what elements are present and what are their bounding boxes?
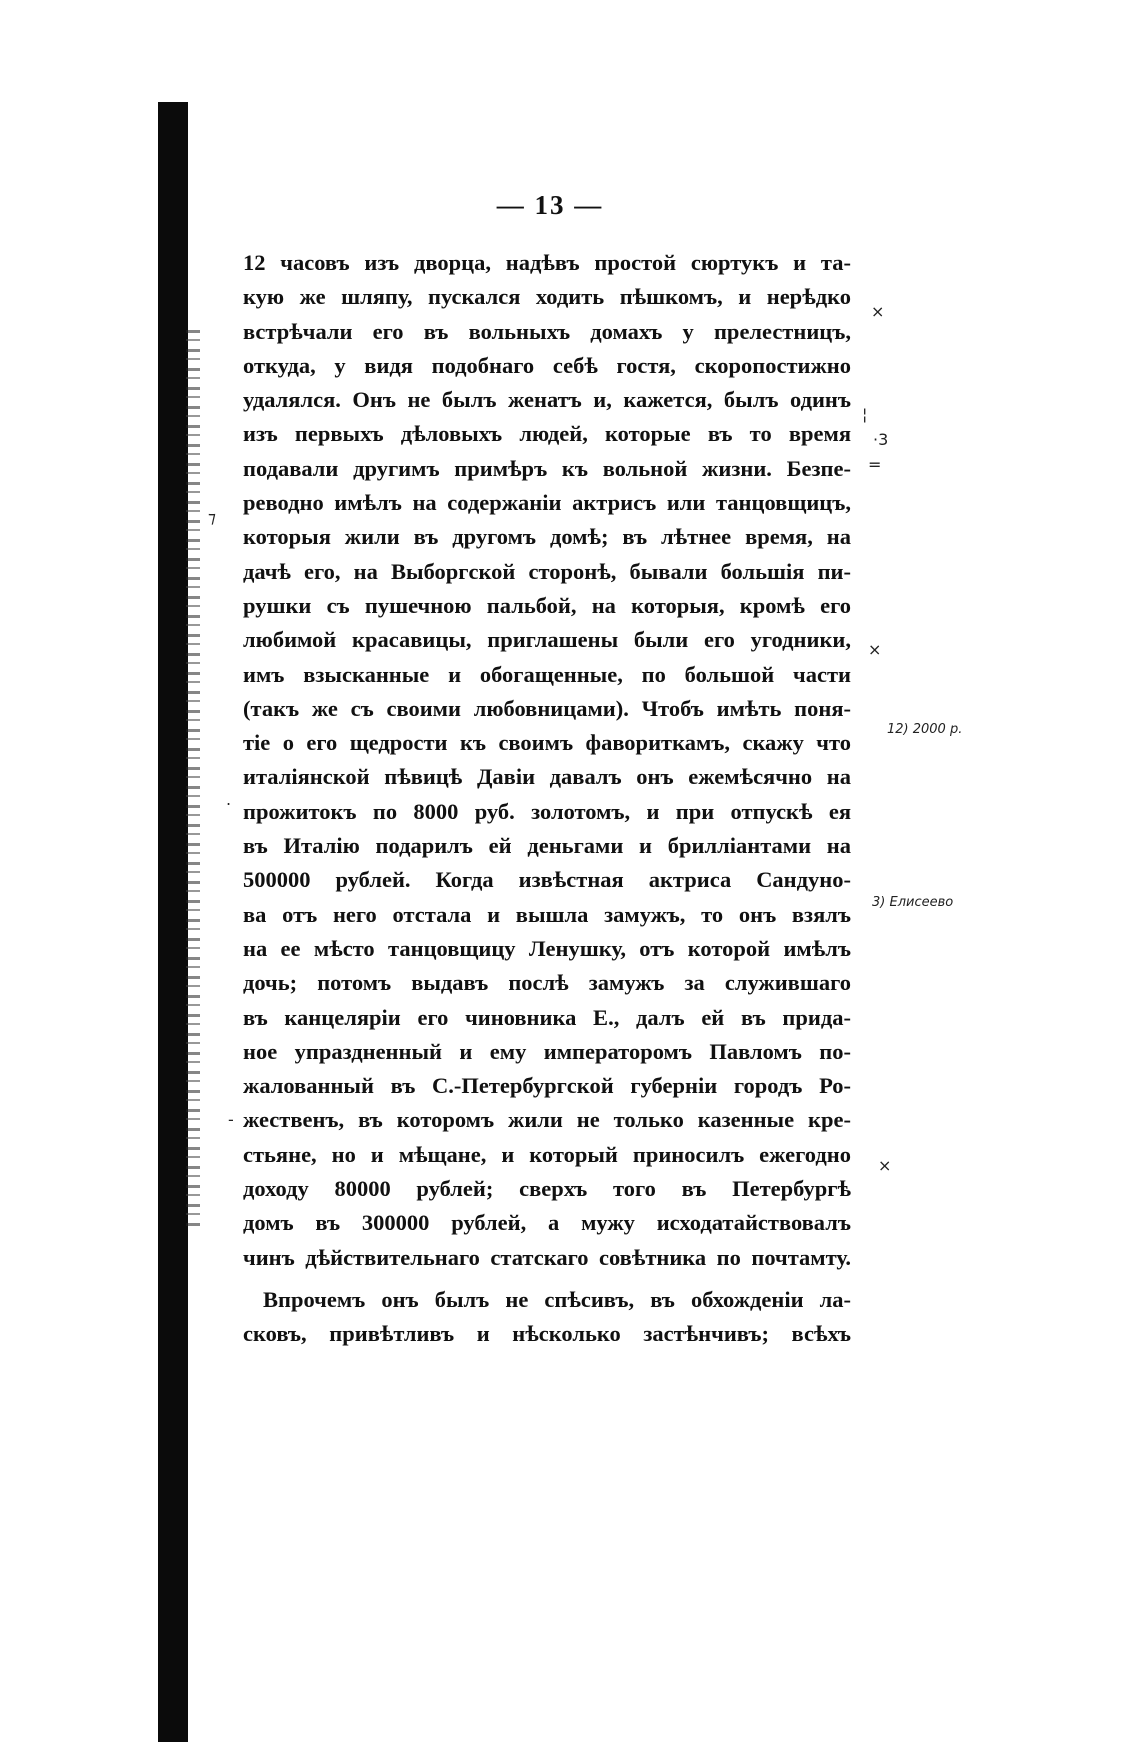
text-line: въ Италію подарилъ ей деньгами и брилліантами на bbox=[243, 833, 851, 859]
text-line: сковъ, привѣтливъ и нѣсколько застѣнчивъ; всѣхъ bbox=[243, 1321, 851, 1347]
text-line: рушки съ пушечною пальбой, на которыя, кромѣ его bbox=[243, 592, 851, 618]
text-line: дачѣ его, на Выборгской сторонѣ, бывали большія пи- bbox=[243, 558, 851, 584]
text-line: Впрочемъ онъ былъ не спѣсивъ, въ обхожденіи ла- bbox=[263, 1286, 851, 1312]
text-line: ва отъ него отстала и вышла замужъ, то онъ взялъ bbox=[243, 901, 851, 927]
margin-tick-mark: ¦ bbox=[862, 405, 868, 424]
text-line: 12 часовъ изъ дворца, надѣвъ простой сюртукъ и та- bbox=[243, 250, 851, 275]
margin-equals-mark: = bbox=[868, 455, 882, 474]
margin-cross-mark: × bbox=[878, 1156, 892, 1175]
text-line: которыя жили въ другомъ домѣ; въ лѣтнее время, на bbox=[243, 524, 851, 550]
left-margin-mark: ⁊ bbox=[208, 508, 216, 527]
margin-note: 12) 2000 р. bbox=[887, 722, 963, 737]
text-line: имъ взысканные и обогащенные, по большой части bbox=[243, 661, 851, 687]
text-line: ное упраздненный и ему императоромъ Павломъ по- bbox=[243, 1038, 851, 1064]
paragraph-gap bbox=[243, 1275, 851, 1283]
text-line: домъ въ 300000 рублей, а мужу исходатайствовалъ bbox=[243, 1210, 851, 1236]
left-margin-dash: - bbox=[228, 1110, 234, 1129]
book-spine-shadow bbox=[158, 102, 188, 1742]
left-margin-dot: . bbox=[226, 790, 232, 809]
margin-note: 3) Елисеево bbox=[872, 895, 954, 910]
margin-cross-mark: × bbox=[868, 640, 882, 659]
margin-cross-mark: × bbox=[871, 302, 885, 321]
page-number: — 13 — bbox=[496, 190, 604, 220]
text-line: италіянской пѣвицѣ Давіи давалъ онъ ежемѣсячно на bbox=[243, 764, 851, 790]
text-line: жалованный въ С.-Петербургской губерніи городъ Ро- bbox=[243, 1073, 851, 1099]
text-line: доходу 80000 рублей; сверхъ того въ Петербургѣ bbox=[243, 1176, 851, 1202]
text-line: въ канцеляріи его чиновника Е., далъ ей въ прида- bbox=[243, 1004, 851, 1030]
page-edge-texture bbox=[186, 330, 200, 1230]
text-line: удалялся. Онъ не былъ женатъ и, кажется, былъ одинъ bbox=[243, 387, 851, 413]
text-line: дочь; потомъ выдавъ послѣ замужъ за служившаго bbox=[243, 970, 851, 996]
text-line: подавали другимъ примѣръ къ вольной жизни. Безпе- bbox=[243, 455, 851, 481]
text-line: изъ первыхъ дѣловыхъ людей, которые въ то время bbox=[243, 421, 851, 447]
text-line: 500000 рублей. Когда извѣстная актриса Сандуно- bbox=[243, 867, 851, 893]
text-line: тіе о его щедрости къ своимъ фавориткамъ, скажу что bbox=[243, 730, 851, 756]
text-line: кую же шляпу, пускался ходить пѣшкомъ, и нерѣдко bbox=[243, 284, 851, 310]
margin-annotation-mark: ·3 bbox=[873, 430, 889, 449]
text-line: чинъ дѣйствительнаго статскаго совѣтника по почтамту. bbox=[243, 1244, 851, 1270]
text-line: (такъ же съ своими любовницами). Чтобъ имѣть поня- bbox=[243, 695, 851, 721]
text-line: прожитокъ по 8000 руб. золотомъ, и при отпускѣ ея bbox=[243, 798, 851, 824]
text-line: на ее мѣсто танцовщицу Ленушку, отъ которой имѣлъ bbox=[243, 935, 851, 961]
text-line: жественъ, въ которомъ жили не только казенные кре- bbox=[243, 1107, 851, 1133]
text-line: любимой красавицы, приглашены были его угодники, bbox=[243, 627, 851, 653]
text-line: стьяне, но и мѣщане, и который приносилъ ежегодно bbox=[243, 1141, 851, 1167]
text-line: встрѣчали его въ вольныхъ домахъ у прелестницъ, bbox=[243, 318, 851, 344]
text-line: откуда, у видя подобнаго себѣ гостя, скоропостижно bbox=[243, 352, 851, 378]
main-text bbox=[243, 246, 851, 1352]
text-line: реводно имѣлъ на содержаніи актрисъ или танцовщицъ, bbox=[243, 490, 851, 516]
